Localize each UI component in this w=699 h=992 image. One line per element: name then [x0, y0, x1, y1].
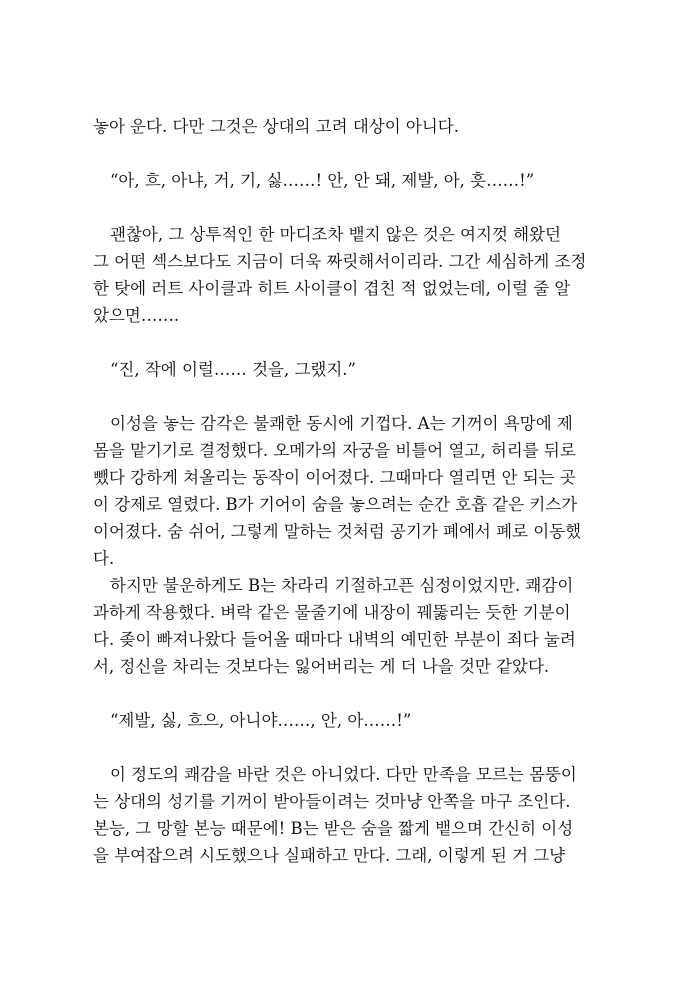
- text-line: 한 탓에 러트 사이클과 히트 사이클이 겹친 적 없었는데, 이럴 줄 알: [93, 279, 571, 298]
- text-line: 놓아 운다. 다만 그것은 상대의 고려 대상이 아니다.: [93, 117, 459, 136]
- text-line: 과하게 작용했다. 벼락 같은 물줄기에 내장이 꿰뚫리는 듯한 기분이: [93, 603, 571, 622]
- paragraph-line: [0, 840, 699, 872]
- text-line: “제발, 싫, 흐으, 아니야……, 안, 아……!”: [110, 711, 412, 730]
- paragraph-line: [0, 300, 699, 332]
- text-line: 그 어떤 섹스보다도 지금이 더욱 짜릿해서이리라. 그간 세심하게 조정: [93, 252, 587, 271]
- text-line: 이 정도의 쾌감을 바란 것은 아니었다. 다만 만족을 모르는 몸뚱이: [110, 765, 577, 784]
- text-line: 괜찮아, 그 상투적인 한 마디조차 뱉지 않은 것은 여지껏 해왔던: [110, 225, 561, 244]
- text-line: 았으면…….: [93, 306, 180, 325]
- text-line: 하지만 불운하게도 B는 차라리 기절하고픈 심정이었지만. 쾌감이: [110, 576, 574, 595]
- dialogue-line: [0, 705, 699, 737]
- text-line: 을 부여잡으려 시도했으나 실패하고 만다. 그래, 이렇게 된 거 그냥: [93, 846, 566, 865]
- text-line: 이 강제로 열렸다. B가 기어이 숨을 놓으려는 순간 호흡 같은 키스가: [93, 495, 578, 514]
- paragraph-line: [0, 651, 699, 683]
- text-line: 다.: [93, 549, 115, 568]
- dialogue-line: [0, 354, 699, 386]
- text-line: 뺐다 강하게 쳐올리는 동작이 이어졌다. 그때마다 열리면 안 되는 곳: [93, 468, 576, 487]
- text-line: “진, 작에 이럴…… 것을, 그랬지.”: [110, 360, 356, 379]
- text-line: 본능, 그 망할 본능 때문에! B는 받은 숨을 짧게 뱉으며 간신히 이성: [93, 819, 574, 838]
- text-line: “아, 흐, 아냐, 거, 기, 싫……! 안, 안 돼, 제발, 아, 흣……!”: [110, 171, 535, 190]
- dialogue-line: [0, 165, 699, 197]
- text-line: 다. 좆이 빠져나왔다 들어올 때마다 내벽의 예민한 부분이 죄다 눌려: [93, 630, 576, 649]
- text-line: 이어졌다. 숨 쉬어, 그렇게 말하는 것처럼 공기가 폐에서 폐로 이동했: [93, 522, 582, 541]
- text-line: 이성을 놓는 감각은 불쾌한 동시에 기껍다. A는 기꺼이 욕망에 제: [110, 414, 573, 433]
- text-line: 서, 정신을 차리는 것보다는 잃어버리는 게 더 나을 것만 같았다.: [93, 657, 550, 676]
- paragraph-line: [0, 111, 699, 143]
- text-line: 몸을 맡기기로 결정했다. 오메가의 자궁을 비틀어 열고, 허리를 뒤로: [93, 441, 576, 460]
- text-line: 는 상대의 성기를 기꺼이 받아들이려는 것마냥 안쪽을 마구 조인다.: [93, 792, 571, 811]
